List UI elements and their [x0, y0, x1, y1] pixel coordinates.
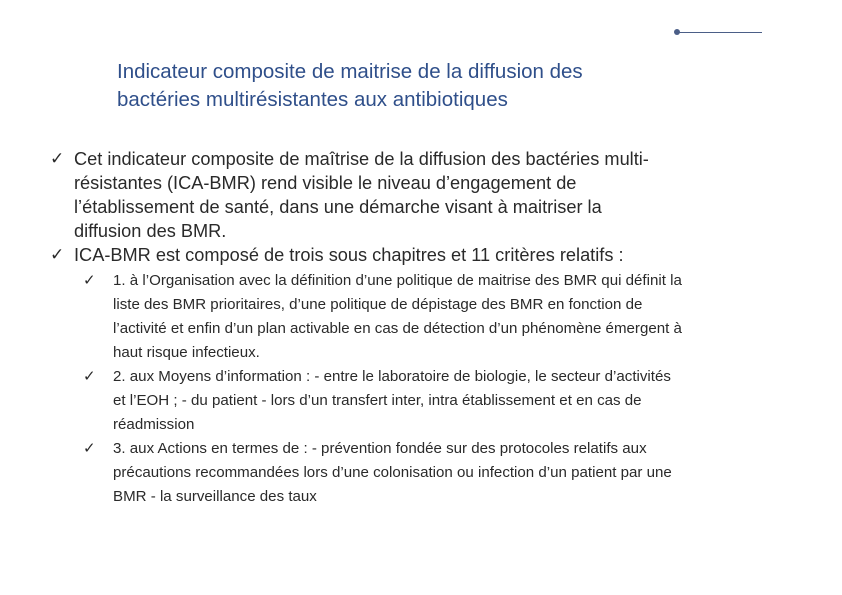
bullet-text-line: Cet indicateur composite de maîtrise de la diffusion des bactéries multi-: [74, 149, 649, 169]
decorative-line: [674, 29, 762, 35]
sub-bullet-list: [83, 269, 819, 509]
checkmark-icon: ✓: [83, 440, 96, 457]
sub-bullet-text-line: 1. à l’Organisation avec la définition d’une politique de maitrise des BMR qui définit la: [113, 272, 682, 289]
checkmark-icon: ✓: [50, 149, 65, 168]
title-line-2: bactéries multirésistantes aux antibiotiques: [117, 88, 508, 111]
slide-title: [117, 58, 807, 114]
checkmark-icon: ✓: [83, 368, 96, 385]
sub-bullet-text-line: réadmission: [113, 416, 195, 433]
title-line-1: Indicateur composite de maitrise de la diffusion des: [117, 60, 583, 83]
sub-bullet-text-line: précautions recommandées lors d’une colonisation ou infection d’un patient par une: [113, 464, 672, 481]
sub-bullet-text-line: et l’EOH ; - du patient - lors d’un transfert inter, intra établissement et en cas de: [113, 392, 642, 409]
bullet-item: [50, 147, 810, 243]
checkmark-icon: ✓: [83, 272, 96, 289]
bullet-text-line: résistantes (ICA-BMR) rend visible le niveau d’engagement de: [74, 173, 577, 193]
bullet-text-line: ICA-BMR est composé de trois sous chapitres et 11 critères relatifs :: [74, 245, 624, 265]
sub-bullet-text-line: 3. aux Actions en termes de : - prévention fondée sur des protocoles relatifs aux: [113, 440, 647, 457]
sub-bullet-text-line: liste des BMR prioritaires, d’une politique de dépistage des BMR en fonction de: [113, 296, 643, 313]
bullet-list: [50, 147, 810, 509]
bullet-item: [50, 243, 810, 509]
sub-bullet-item-moyens: [83, 365, 819, 437]
decorative-rule: [678, 32, 762, 33]
checkmark-icon: ✓: [50, 245, 65, 264]
sub-bullet-text-line: haut risque infectieux.: [113, 344, 260, 361]
sub-bullet-text-line: l’activité et enfin d’un plan activable en cas de détection d’un phénomène émergent à: [113, 320, 682, 337]
bullet-text-line: diffusion des BMR.: [74, 221, 227, 241]
bullet-text-line: l’établissement de santé, dans une démarche visant à maitriser la: [74, 197, 602, 217]
sub-bullet-text-line: BMR - la surveillance des taux: [113, 488, 317, 505]
sub-bullet-item-actions: [83, 437, 819, 509]
sub-bullet-item-organisation: [83, 269, 819, 365]
sub-bullet-text-line: 2. aux Moyens d’information : - entre le laboratoire de biologie, le secteur d’activités: [113, 368, 671, 385]
